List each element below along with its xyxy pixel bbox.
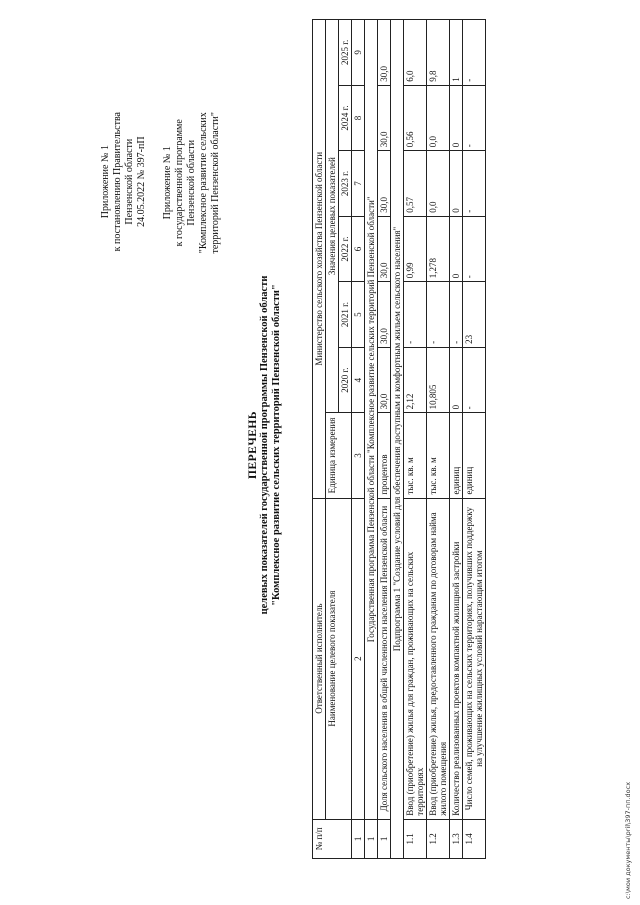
appendix-line: к государственной программе [174,119,185,247]
indicator-value: - [463,216,486,282]
indicator-value: - [463,20,486,86]
column-number: 5 [352,282,365,348]
indicator-value: 0 [450,85,463,151]
indicator-value: 30,0 [378,216,391,282]
indicator-value: 0,56 [404,85,427,151]
indicator-value: 6,0 [404,20,427,86]
indicator-value: 30,0 [378,347,391,413]
row-number: 1.4 [463,819,486,858]
indicator-name: Доля сельского населения в общей численности населения Пензенской области [378,498,391,819]
column-number: 9 [352,20,365,86]
header-year: 2024 г. [339,85,352,151]
executor-value: Министерство сельского хозяйства Пензенской области [313,20,326,499]
table-row [450,20,463,859]
subprogram-title-row: Подпрограмма 1 "Создание условий для обеспечения доступным и комфортным жильем сельского населения" [391,20,404,859]
indicator-value: - [404,282,427,348]
indicator-unit: тыс. кв. м [427,413,450,498]
column-number: 6 [352,216,365,282]
table-row [352,20,365,859]
indicator-value: 0,99 [404,216,427,282]
appendix-line: территорий Пензенской области" [210,112,221,254]
indicator-name: Ввод (приобретение) жилья, предоставленного гражданам по договорам найма жилого помещения [427,498,450,819]
heading-line: целевых показателей государственной программы Пензенской области [259,275,270,615]
indicator-value: 1 [450,20,463,86]
header-executor: Ответственный исполнитель [313,498,326,819]
indicator-value: 30,0 [378,282,391,348]
heading-title: ПЕРЕЧЕНЬ [247,411,259,479]
indicator-name: Число семей, проживающих на сельских территориях, получивших поддержку на улучшение жилищных условий нарастающим итогом [463,498,486,819]
column-number: 4 [352,347,365,413]
indicator-name: Ввод (приобретение) жилья для граждан, проживающих на сельских территориях [404,498,427,819]
row-number: 1 [365,819,378,858]
heading-line: "Комплексное развитие сельских территорий Пензенской области" [271,284,282,606]
indicator-value: - [427,282,450,348]
header-year: 2022 г. [339,216,352,282]
program-title-row: Государственная программа Пензенской области "Комплексное развитие сельских территорий Пензенской области" [365,20,378,820]
header-year: 2025 г. [339,20,352,86]
document-heading [247,135,283,755]
appendix-line: Пензенской области [124,138,135,225]
header-year: 2020 г. [339,347,352,413]
header-year: 2021 г. [339,282,352,348]
indicator-value: 1,278 [427,216,450,282]
row-number: 1.3 [450,819,463,858]
row-number: 1 [378,819,391,858]
indicator-value: - [463,151,486,217]
table-row [427,20,450,859]
indicator-unit: единиц [463,413,486,498]
indicator-value: 30,0 [378,20,391,86]
indicator-value: 0,0 [427,151,450,217]
indicators-table [312,19,486,859]
header-number: № п/п [313,819,352,858]
indicator-value: 0 [450,216,463,282]
row-number: 1.1 [404,819,427,858]
header-unit: Единица измерения [326,413,352,498]
column-number: 1 [352,819,365,858]
column-number: 8 [352,85,365,151]
appendix-line: к постановлению Правительства [112,112,123,252]
table-row [313,20,326,859]
table-row [378,20,391,859]
appendix-resolution [100,112,148,251]
indicator-value: - [463,85,486,151]
appendix-line: 24.05.2022 № 397-пП [136,136,147,227]
appendix-line: "Комплексное развитие сельских [198,112,209,254]
header-indicator-name: Наименование целевого показателя [326,498,352,819]
indicator-value: 0,0 [427,85,450,151]
indicator-unit: процентов [378,413,391,498]
indicator-value: 30,0 [378,151,391,217]
indicator-value: 0 [450,347,463,413]
appendix-line: Приложение № 1 [162,146,173,220]
indicator-value: - [450,282,463,348]
indicator-value: 2,12 [404,347,427,413]
table-row [365,20,378,859]
indicator-unit: тыс. кв. м [404,413,427,498]
appendix-program [162,112,222,254]
appendix-line: Приложение № 1 [100,145,111,219]
indicator-value: 9,8 [427,20,450,86]
table-row [404,20,427,859]
indicator-name: Количество реализованных проектов компактной жилищной застройки [450,498,463,819]
indicator-unit: единиц [450,413,463,498]
indicator-value: 0,57 [404,151,427,217]
table-row [326,20,339,859]
indicator-value: 0 [450,151,463,217]
header-year: 2023 г. [339,151,352,217]
indicator-value: 10,805 [427,347,450,413]
column-number: 2 [352,498,365,819]
appendix-line: Пензенской области [186,139,197,226]
indicator-value: 30,0 [378,85,391,151]
file-path-footer: c:\мои документы\pril\397-пп.docx [624,781,632,899]
indicator-value: - [463,347,486,413]
header-values: Значения целевых показателей [326,20,339,413]
column-number: 3 [352,413,365,498]
column-number: 7 [352,151,365,217]
table-row [463,20,486,859]
table-row [391,20,404,859]
row-number: 1.2 [427,819,450,858]
indicator-value: 23 [463,282,486,348]
